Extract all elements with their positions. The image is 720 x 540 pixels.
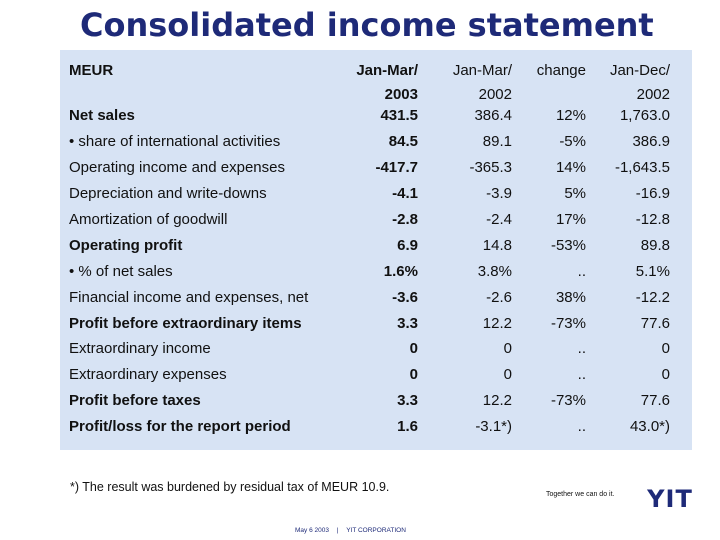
table-row xyxy=(60,181,692,207)
value-q1-2003: 431.5 xyxy=(380,107,418,125)
income-statement-table xyxy=(60,103,692,440)
row-padding xyxy=(670,181,692,207)
value-q1-2003: 1.6 xyxy=(397,418,418,436)
row-label: • % of net sales xyxy=(69,262,173,280)
value-q1-2002: 386.4 xyxy=(474,107,512,125)
footer-bar xyxy=(295,527,412,534)
value-q1-2003: -2.8 xyxy=(392,211,418,228)
row-label: Profit/loss for the report period xyxy=(69,418,291,436)
row-padding xyxy=(670,310,692,336)
value-year-2002: 89.8 xyxy=(640,236,670,254)
row-label: • share of international activities xyxy=(69,133,281,151)
value-q1-2002: 0 xyxy=(503,366,512,384)
footer-company: YIT CORPORATION xyxy=(346,527,406,534)
table-row xyxy=(60,284,692,310)
value-q1-2003: -3.6 xyxy=(392,288,418,306)
row-label: Financial income and expenses, net xyxy=(69,288,309,306)
row-label: Profit before taxes xyxy=(69,392,201,410)
header-col-q1-2003-line1: Jan-Mar/ xyxy=(356,62,418,79)
value-q1-2002: 14.8 xyxy=(482,236,512,254)
page-title: Consolidated income statement xyxy=(80,6,654,44)
value-q1-2003: 3.3 xyxy=(397,392,418,410)
row-padding xyxy=(670,362,692,388)
table-row xyxy=(60,103,692,129)
value-q1-2003: -417.7 xyxy=(375,159,418,177)
yit-logo-text: YIT xyxy=(647,486,693,510)
row-label: Extraordinary income xyxy=(69,340,211,358)
row-padding xyxy=(670,388,692,414)
value-year-2002: 5.1% xyxy=(635,262,670,280)
value-q1-2002: -3.1*) xyxy=(475,418,512,436)
header-currency: MEUR xyxy=(69,62,114,79)
value-year-2002: -16.9 xyxy=(635,185,670,203)
row-padding xyxy=(670,414,692,440)
value-change: .. xyxy=(577,366,586,384)
value-q1-2002: 3.8% xyxy=(477,262,512,280)
table-row xyxy=(60,232,692,258)
value-q1-2003: 6.9 xyxy=(397,236,418,254)
header-col-change xyxy=(520,62,586,79)
table-row xyxy=(60,129,692,155)
row-padding xyxy=(670,103,692,129)
header-col-q1-2002 xyxy=(432,62,512,103)
value-year-2002: -12.2 xyxy=(635,288,670,306)
row-label: Amortization of goodwill xyxy=(69,211,228,228)
value-change: 14% xyxy=(555,159,586,177)
value-q1-2003: 0 xyxy=(409,366,418,384)
value-q1-2002: 12.2 xyxy=(482,314,512,332)
table-row xyxy=(60,155,692,181)
value-change: .. xyxy=(577,340,586,358)
value-q1-2003: 3.3 xyxy=(397,314,418,332)
value-q1-2003: 84.5 xyxy=(388,133,418,151)
row-label: Depreciation and write-downs xyxy=(69,185,267,203)
value-year-2002: 43.0*) xyxy=(629,418,670,436)
footer-separator: | xyxy=(336,527,339,534)
header-col-q1-2002-line2: 2002 xyxy=(478,86,512,103)
value-year-2002: 0 xyxy=(661,340,670,358)
company-slogan: Together we can do it. xyxy=(546,491,615,498)
header-col-q1-2003 xyxy=(340,62,418,103)
value-change: 38% xyxy=(555,288,586,306)
row-padding xyxy=(670,207,692,233)
value-q1-2003: 1.6% xyxy=(383,262,418,280)
value-change: -53% xyxy=(550,236,586,254)
table-row xyxy=(60,388,692,414)
header-col-year-2002 xyxy=(596,62,670,103)
row-padding xyxy=(670,232,692,258)
value-q1-2002: -2.4 xyxy=(486,211,512,228)
row-padding xyxy=(670,284,692,310)
table-row xyxy=(60,258,692,284)
value-change: .. xyxy=(577,262,586,280)
row-label: Extraordinary expenses xyxy=(69,366,227,384)
value-change: .. xyxy=(577,418,586,436)
value-change: 5% xyxy=(564,185,586,203)
value-year-2002: 0 xyxy=(661,366,670,384)
value-q1-2003: 0 xyxy=(409,340,418,358)
header-col-year-2002-line2: 2002 xyxy=(636,86,670,103)
value-change: -5% xyxy=(559,133,586,151)
header-col-year-2002-line1: Jan-Dec/ xyxy=(609,62,670,79)
value-q1-2002: 89.1 xyxy=(482,133,512,151)
table-row xyxy=(60,207,692,233)
row-padding xyxy=(670,258,692,284)
value-year-2002: 1,763.0 xyxy=(619,107,670,125)
value-year-2002: 77.6 xyxy=(640,314,670,332)
footnote: *) The result was burdened by residual tax of MEUR 10.9. xyxy=(70,480,390,494)
table-row xyxy=(60,336,692,362)
value-year-2002: 77.6 xyxy=(640,392,670,410)
header-col-q1-2003-line2: 2003 xyxy=(384,86,418,103)
value-q1-2002: -2.6 xyxy=(486,288,512,306)
value-change: 12% xyxy=(555,107,586,125)
value-change: 17% xyxy=(555,211,586,228)
value-year-2002: -12.8 xyxy=(635,211,670,228)
value-change: -73% xyxy=(550,314,586,332)
row-padding xyxy=(670,155,692,181)
row-padding xyxy=(670,129,692,155)
header-col-q1-2002-line1: Jan-Mar/ xyxy=(452,62,512,79)
footer-date: May 6 2003 xyxy=(295,527,329,534)
value-year-2002: -1,643.5 xyxy=(614,159,670,177)
value-q1-2002: -365.3 xyxy=(469,159,512,177)
value-year-2002: 386.9 xyxy=(632,133,670,151)
table-row xyxy=(60,310,692,336)
value-change: -73% xyxy=(550,392,586,410)
value-q1-2002: 0 xyxy=(503,340,512,358)
yit-logo xyxy=(635,486,705,510)
value-q1-2002: 12.2 xyxy=(482,392,512,410)
value-q1-2003: -4.1 xyxy=(392,185,418,203)
table-row xyxy=(60,414,692,440)
value-q1-2002: -3.9 xyxy=(486,185,512,203)
row-label: Operating income and expenses xyxy=(69,159,285,177)
header-col-change-line1: change xyxy=(536,62,586,79)
row-padding xyxy=(670,336,692,362)
row-label: Net sales xyxy=(69,107,135,125)
table-row xyxy=(60,362,692,388)
row-label: Profit before extraordinary items xyxy=(69,314,302,332)
row-label: Operating profit xyxy=(69,236,183,254)
